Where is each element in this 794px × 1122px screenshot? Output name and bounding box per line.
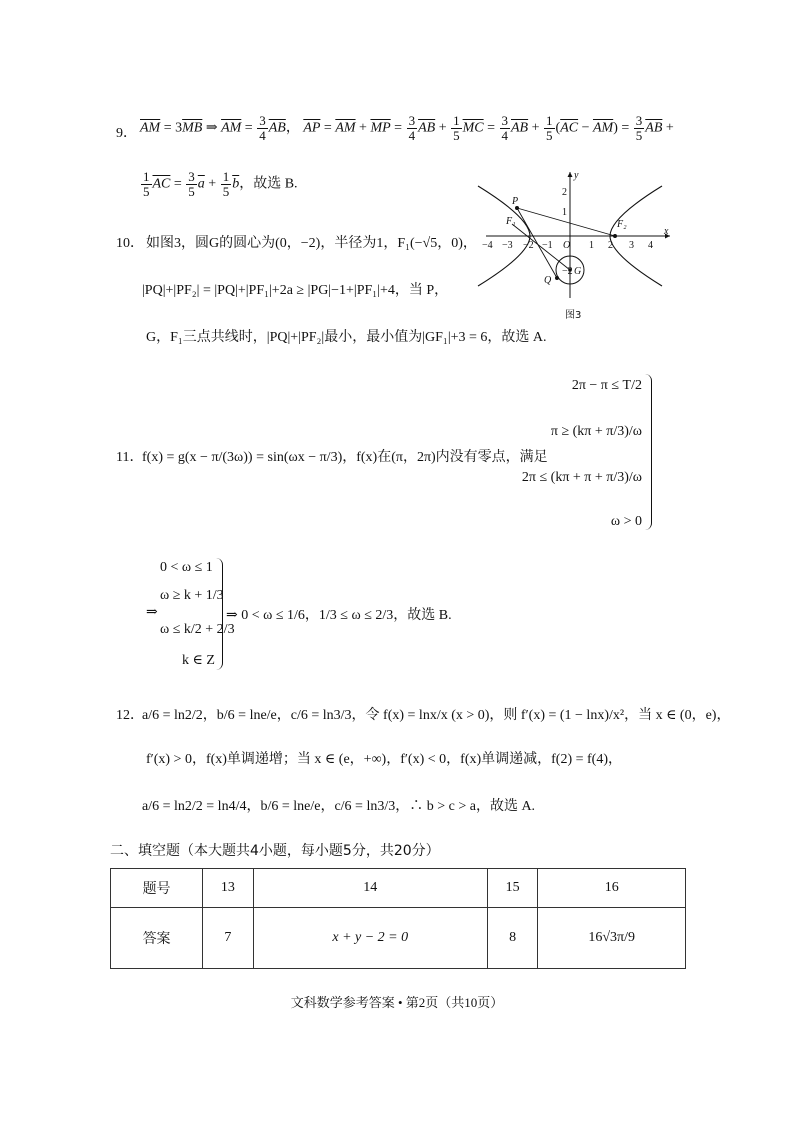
point-q [555, 276, 559, 280]
answer-cell-label: 答案 [111, 908, 203, 969]
answer-cell-14: x + y − 2 = 0 [253, 908, 487, 969]
point-f2 [613, 234, 617, 238]
figure-caption: 图3 [565, 310, 582, 321]
answer-cell-15: 8 [487, 908, 538, 969]
y-axis-label: y [574, 170, 579, 181]
q12-line2: f′(x) > 0，f(x)单调递增；当 x ∈ (e，+∞)，f′(x) < 0，f(x)单调递减，f(2) = f(4)， [146, 752, 623, 767]
tick-y-2: 2 [562, 187, 567, 198]
q10-line2: |PQ|+|PF₂| = |PQ|+|PF₁|+2a ≥ |PG|−1+|PF₁|+4，当 P， [142, 283, 449, 298]
q12-number: 12． [116, 708, 144, 723]
tick-x-neg2: −2 [523, 240, 534, 251]
q11-sys1-brace [645, 374, 652, 530]
label-f1: F₁ [506, 216, 516, 227]
q11-system-2 [140, 556, 452, 672]
tick-x-neg3: −3 [502, 240, 513, 251]
section-2-title: 二、填空题（本大题共4小题，每小题5分，共20分） [110, 843, 440, 859]
tick-x-neg1: −1 [542, 240, 553, 251]
q11-sys2-line4: k ∈ Z [182, 653, 215, 668]
header-cell-16: 16 [538, 869, 686, 908]
label-g: G [574, 266, 582, 277]
label-f2: F₂ [617, 219, 627, 230]
q11-sys1-line3: 2π ≤ (kπ + π + π/3)/ω [521, 470, 642, 485]
origin-label: O [563, 240, 571, 251]
q11-sys1-line4: ω > 0 [610, 514, 642, 529]
answer-cell-13: 7 [203, 908, 254, 969]
q11-sys2-brace [216, 558, 223, 670]
y-axis-arrow [568, 172, 573, 177]
q9-line2: $\frac{1}{5}$ $\overline{AC}$ = $\frac{3}{5}$ $\overline{a}$ + $\frac{1}{5}$ $\overline{b}$，故选 B. [143, 169, 298, 199]
label-p: P [512, 196, 519, 207]
q11-main: f(x) = g(x − π/(3ω)) = sin(ωx − π/3)，f(x)在(π，2π)内没有零点，满足 [142, 450, 548, 465]
tick-x-neg4: −4 [482, 240, 493, 251]
tick-x-1: 1 [589, 240, 594, 251]
tick-x-2: 2 [608, 240, 613, 251]
q10-line3: G，F₁三点共线时，|PQ|+|PF₂|最小，最小值为|GF₁|+3 = 6，故选 A. [146, 330, 547, 345]
answer-cell-16: 16√3π/9 [538, 908, 686, 969]
q11-sys1-line2: π ≥ (kπ + π/3)/ω [550, 424, 642, 439]
q11-system-1 [521, 372, 652, 534]
q11-result: ⇒ 0 < ω ≤ 1/6，1/3 ≤ ω ≤ 2/3，故选 B. [226, 608, 452, 623]
q11-sys2-line1: 0 < ω ≤ 1 [160, 560, 213, 575]
q11-sys1-line1: 2π − π ≤ T/2 [571, 378, 642, 393]
q11-arrow: ⇒ [146, 605, 158, 620]
answer-table-answer-row [111, 908, 686, 969]
tick-x-4: 4 [648, 240, 653, 251]
q11-sys2-line3: ω ≤ k/2 + 2/3 [160, 622, 235, 637]
q9-number: 9． [116, 126, 137, 141]
q11-sys2-line2: ω ≥ k + 1/3 [160, 588, 224, 603]
tick-y-1: 1 [562, 207, 567, 218]
q12-line3: a/6 = ln2/2 = ln4/4，b/6 = lne/e，c/6 = ln3/3，∴ b > c > a，故选 A. [142, 799, 536, 814]
answer-table [110, 868, 686, 969]
q9-line1: $\overline{AM} = 3\overline{MB}$ ⇒ $\overline{AM}$ = $\frac{3}{4}$ $\overline{AB}$， $\overline{AP} = \overline{AM} + \overline{MP}$ = $\frac{3}{4}$ $\overline{AB}$ + $\frac{1}{5}$ $\overline{MC}$ = $\frac{3}{4}$ $\overline{AB}$ + $\frac{1}{5}$ $(\overline{AC} - \overline{AM})$ = $\frac{3}{5}$ $\overline{AB}$ + [140, 113, 674, 143]
answer-table-header-row [111, 869, 686, 908]
figure-3-hyperbola [484, 168, 674, 318]
page-footer: 文科数学参考答案 • 第2页（共10页） [290, 995, 504, 1010]
segment-f1-g [512, 224, 570, 270]
label-q: Q [544, 275, 552, 286]
x-axis-label: x [664, 226, 669, 237]
header-cell-14: 14 [253, 869, 487, 908]
header-cell-label: 题号 [111, 869, 203, 908]
q11-number: 11． [116, 450, 144, 465]
header-cell-15: 15 [487, 869, 538, 908]
tick-y-neg2: −2 [562, 266, 573, 277]
q12-line1: a/6 = ln2/2，b/6 = lne/e，c/6 = ln3/3，令 f(x) = lnx/x (x > 0)，则 f′(x) = (1 − lnx)/x²，当 x ∈ (0，e)， [142, 708, 731, 723]
q10-line1: 如图3，圆G的圆心为(0，−2)，半径为1，F₁(−√5，0)， [146, 236, 477, 251]
header-cell-13: 13 [203, 869, 254, 908]
q10-number: 10． [116, 236, 144, 251]
tick-x-3: 3 [629, 240, 634, 251]
